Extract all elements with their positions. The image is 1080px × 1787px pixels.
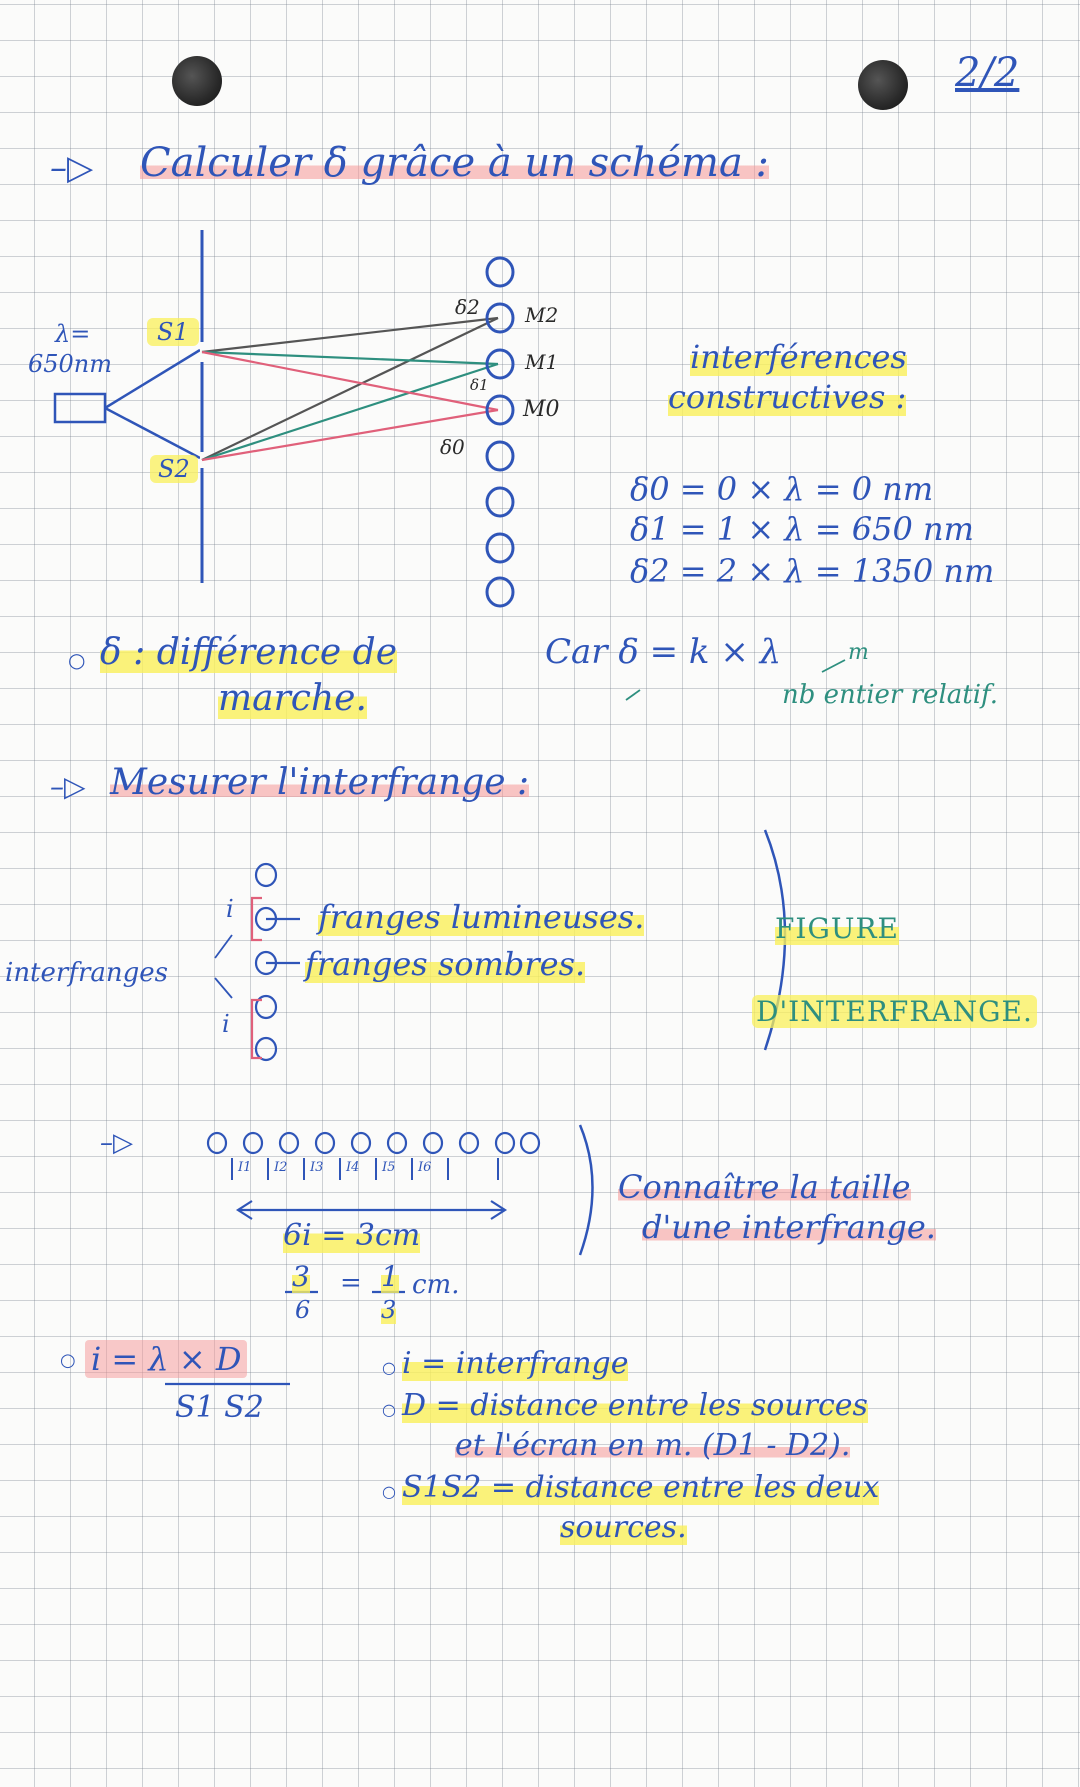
- k-note-pointer: [822, 660, 845, 672]
- bullet-icon: ○: [68, 648, 86, 672]
- six-i-value: 6i = 3cm: [283, 1218, 421, 1253]
- legend-d-2: et l'écran en m. (D1 - D2).: [455, 1428, 851, 1463]
- formula-top: i = λ × D: [85, 1340, 247, 1378]
- fringe-circle-m0: [487, 396, 513, 424]
- arrow-icon: –▷: [100, 1128, 133, 1158]
- bullet-icon: ○: [382, 1358, 396, 1377]
- fringe-circle: [487, 442, 513, 470]
- fraction-denominator-1: 6: [295, 1296, 311, 1324]
- legend-s1s2-1: S1S2 = distance entre les deux: [402, 1470, 880, 1505]
- source-box: [55, 394, 105, 422]
- bullet-icon: ○: [382, 1482, 396, 1501]
- car-formula: Car δ = k × λ: [545, 632, 782, 672]
- measure-tick-5: I5: [382, 1160, 396, 1175]
- figure-label-1: FIGURE: [775, 912, 899, 945]
- measure-arrow: [238, 1201, 505, 1219]
- interfranges-pointers: [215, 935, 232, 998]
- delta2-equation: δ2 = 2 × λ = 1350 nm: [630, 552, 995, 590]
- lambda-label: λ=: [55, 320, 91, 348]
- s1-label: S1: [147, 318, 199, 346]
- delta1-label: δ1: [470, 376, 489, 394]
- measure-tick-bars: [232, 1158, 498, 1180]
- measure-bracket: [580, 1125, 593, 1255]
- fraction-numerator-1: 3: [292, 1260, 310, 1293]
- s2-label: S2: [150, 455, 198, 483]
- fraction-unit: cm.: [412, 1270, 460, 1300]
- measure-tick-2: I2: [274, 1160, 288, 1175]
- ray-source-s2: [105, 408, 200, 458]
- dark-fringes: franges sombres.: [305, 945, 586, 983]
- bullet-icon: ○: [60, 1350, 76, 1371]
- delta2-label: δ2: [455, 295, 480, 319]
- k-marker: m: [848, 640, 869, 665]
- delta0-label: δ0: [440, 435, 465, 459]
- measure-tick-4: I4: [346, 1160, 360, 1175]
- ray-s1-m2: [202, 318, 498, 352]
- equals-sign: =: [340, 1268, 362, 1298]
- fringe-schema: [256, 864, 300, 1060]
- arrow-icon: –▷: [50, 148, 94, 188]
- bullet-icon: ○: [382, 1400, 396, 1419]
- lambda-value: 650nm: [28, 350, 113, 378]
- ray-s1-m0: [202, 352, 498, 410]
- interference-title-2: constructives :: [668, 378, 907, 416]
- interfrange-i-1: i: [226, 895, 234, 923]
- fraction-numerator-2: 1: [381, 1260, 399, 1293]
- m0-label: M0: [523, 397, 560, 422]
- figure-label-2: D'INTERFRANGE.: [752, 995, 1037, 1028]
- delta0-equation: δ0 = 0 × λ = 0 nm: [630, 470, 934, 508]
- fringe-circle: [487, 578, 513, 606]
- interference-title-1: interférences: [690, 338, 907, 376]
- fringe-circle: [487, 258, 513, 286]
- measure-tick-6: I6: [418, 1160, 432, 1175]
- interfrange-i-2: i: [222, 1010, 230, 1038]
- ray-source-s1: [105, 350, 200, 408]
- legend-i: i = interfrange: [402, 1346, 629, 1381]
- fringe-circle: [487, 488, 513, 516]
- delta-definition-2: marche.: [218, 678, 367, 719]
- heading-calculer: Calculer δ grâce à un schéma :: [140, 140, 770, 186]
- formula-bottom: S1 S2: [175, 1390, 264, 1425]
- fringe-circle: [487, 534, 513, 562]
- m2-label: M2: [525, 303, 559, 327]
- arrow-icon: –▷: [50, 770, 86, 803]
- legend-s1s2-2: sources.: [560, 1510, 687, 1545]
- measure-note-1: Connaître la taille: [618, 1168, 911, 1206]
- page-number: 2/2: [955, 50, 1020, 96]
- ray-s1-m1: [202, 352, 498, 364]
- measure-note-2: d'une interfrange.: [642, 1208, 936, 1246]
- delta1-equation: δ1 = 1 × λ = 650 nm: [630, 510, 974, 548]
- measure-circles: [208, 1133, 539, 1153]
- fringe-column: [487, 258, 513, 606]
- k-note: nb entier relatif.: [782, 680, 998, 710]
- k-marker-pointer: [626, 690, 640, 700]
- m1-label: M1: [525, 350, 559, 374]
- heading-mesurer: Mesurer l'interfrange :: [110, 762, 530, 803]
- legend-d-1: D = distance entre les sources: [402, 1388, 868, 1423]
- measure-tick-1: I1: [238, 1160, 252, 1175]
- interfranges-label: interfranges: [5, 958, 168, 988]
- bright-fringes: franges lumineuses.: [318, 898, 645, 936]
- measure-tick-3: I3: [310, 1160, 324, 1175]
- fraction-denominator-2: 3: [381, 1296, 397, 1324]
- delta-definition-1: δ : différence de: [100, 632, 398, 673]
